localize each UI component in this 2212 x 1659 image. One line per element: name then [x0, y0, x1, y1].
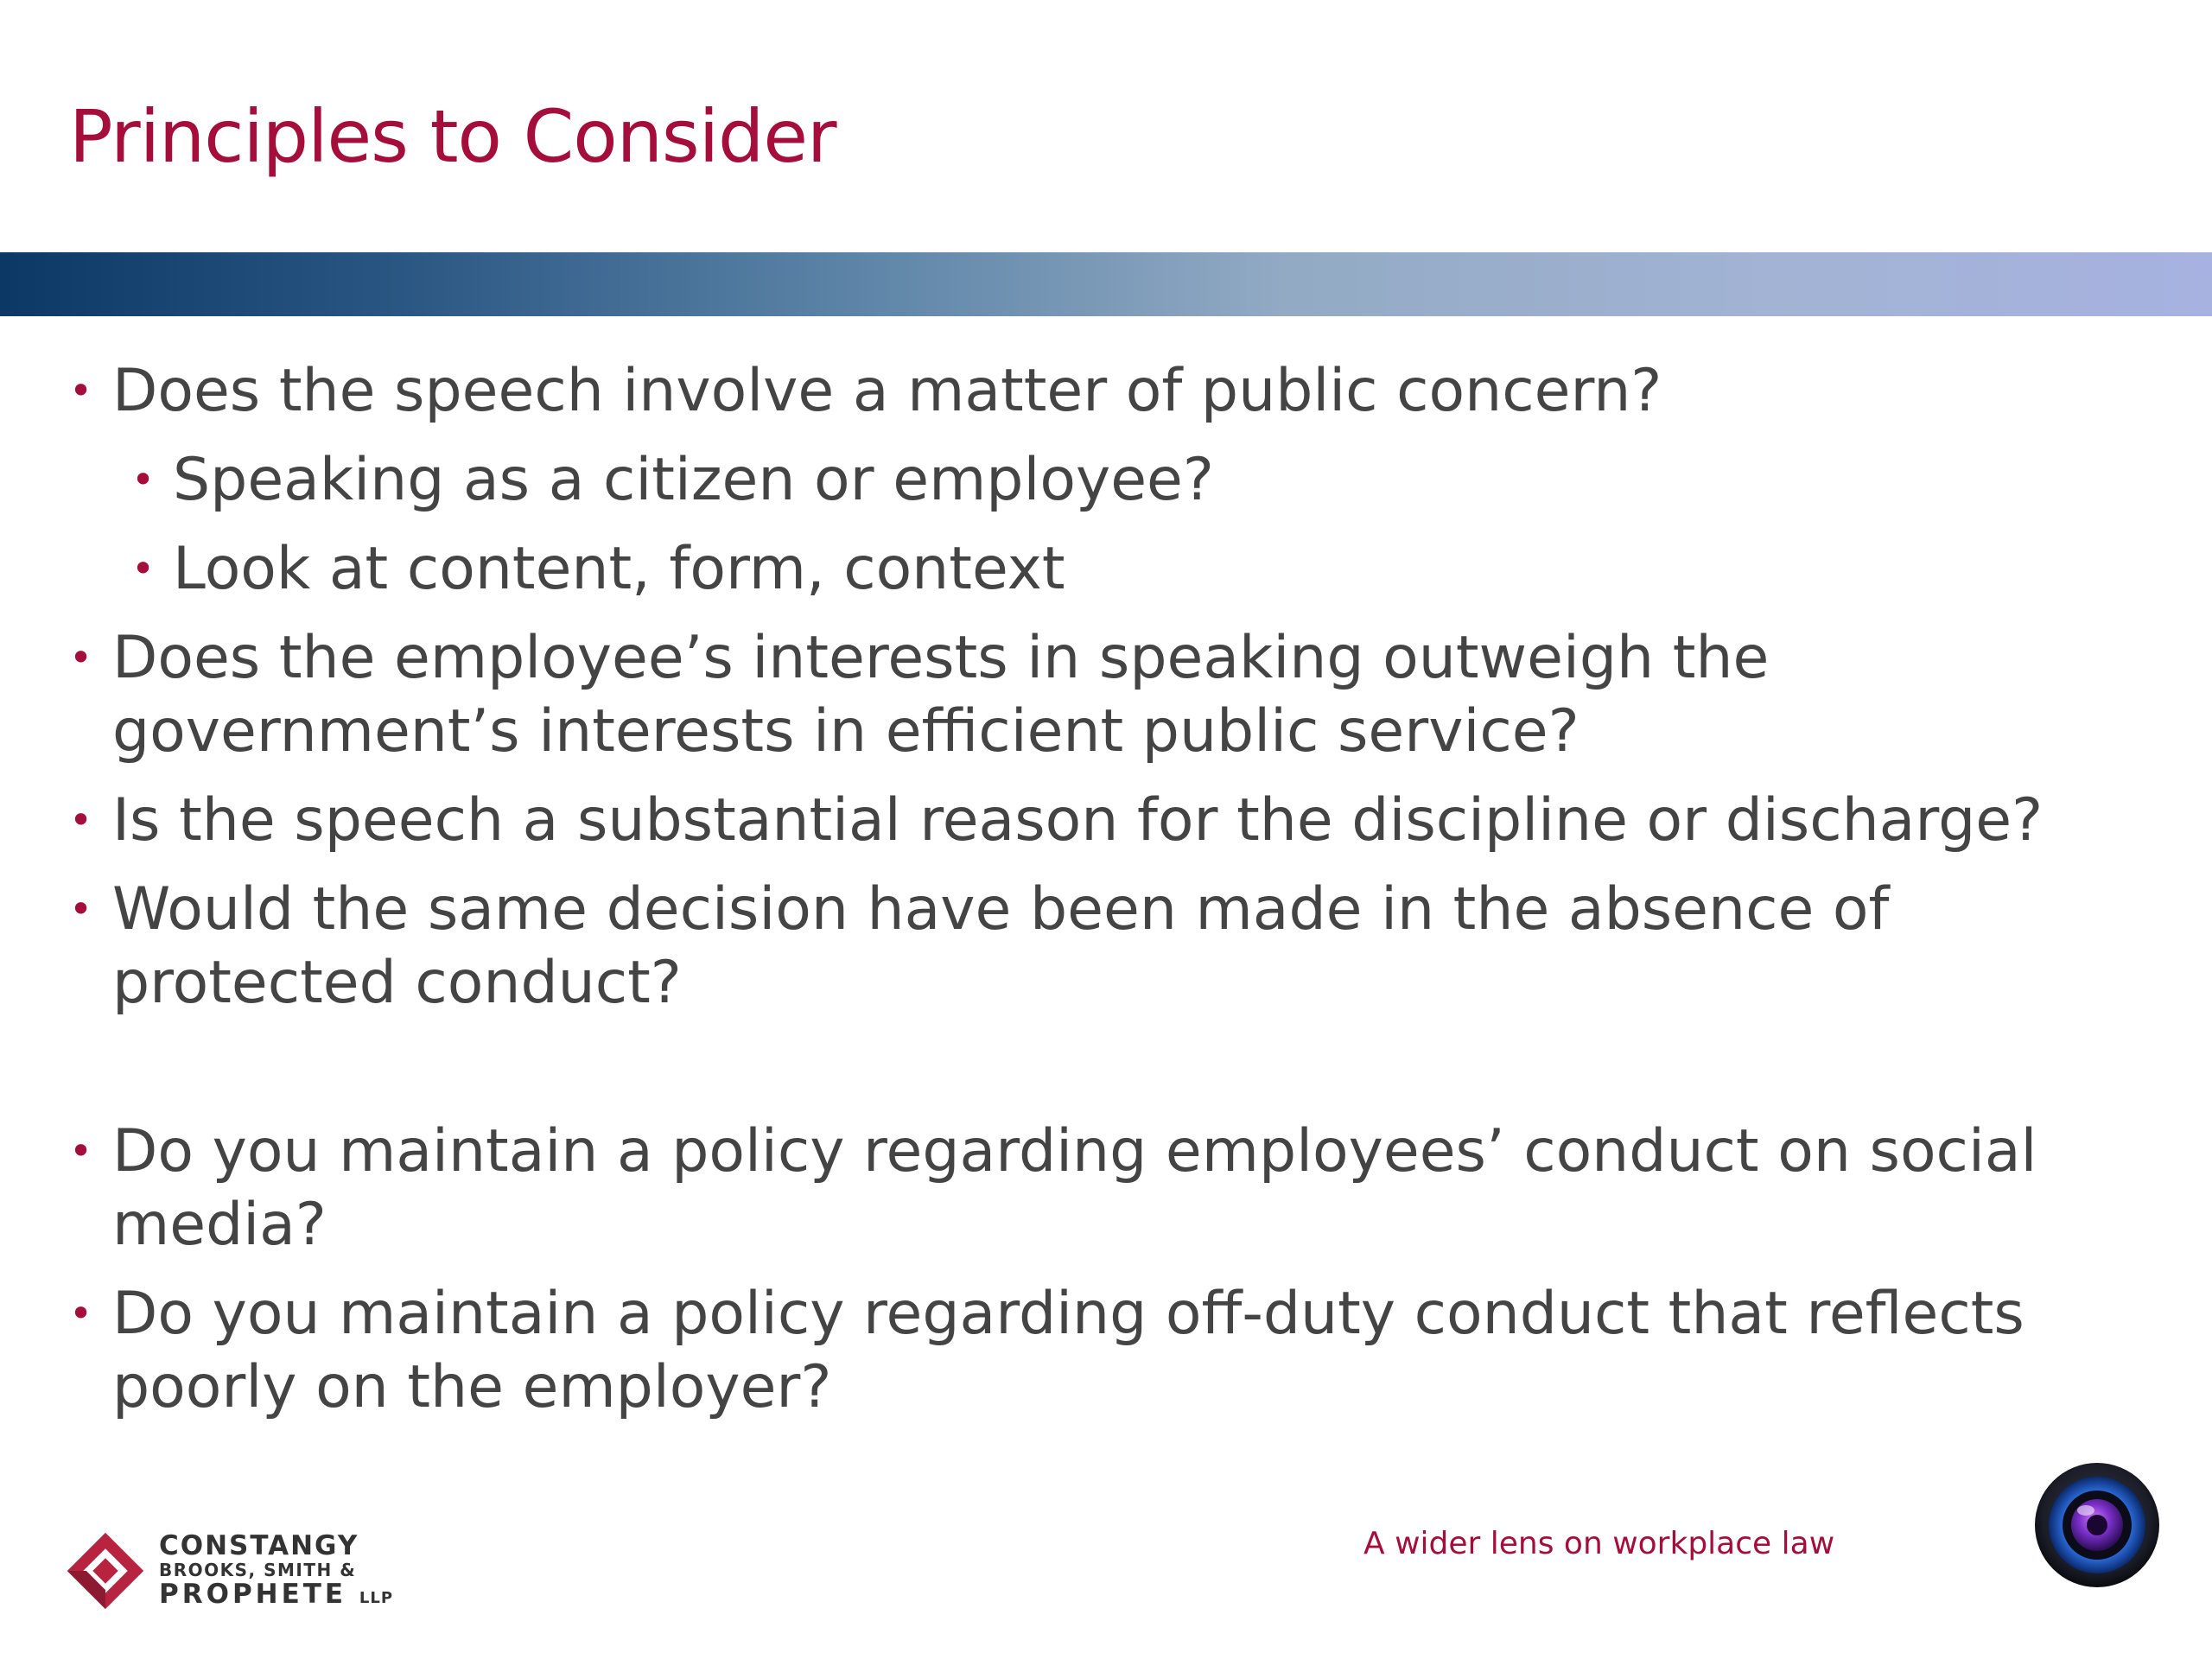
logo-line-2: BROOKS, SMITH &	[159, 1560, 357, 1580]
header-gradient-band	[0, 252, 2212, 316]
bullet-dot: •	[69, 634, 93, 681]
bullet-dot: •	[69, 1290, 93, 1337]
bullet-text: Would the same decision have been made in the absence of protected conduct?	[112, 875, 1890, 1017]
camera-lens-icon	[2032, 1460, 2162, 1590]
bullet-text: Do you maintain a policy regarding employees’ conduct on social media?	[112, 1117, 2037, 1259]
bullet-text: Does the speech involve a matter of public concern?	[112, 357, 1662, 425]
footer-tagline: A wider lens on workplace law	[1363, 1526, 1835, 1561]
bullet-dot: •	[69, 367, 93, 414]
bullet-text: Speaking as a citizen or employee?	[173, 446, 1214, 514]
bullet-text: Does the employee’s interests in speaking outweigh the government’s interests in efficient public service?	[112, 624, 1770, 766]
bullet-dot: •	[69, 886, 93, 932]
bullet-list	[69, 354, 2160, 1440]
bullet-item	[69, 784, 2160, 857]
bullet-item	[69, 354, 2160, 428]
logo-line-3	[159, 1580, 393, 1613]
logo-llp: LLP	[359, 1589, 394, 1607]
logo-line-1: CONSTANGY	[159, 1530, 359, 1561]
bullet-item	[69, 1277, 2160, 1424]
firm-logo-text	[159, 1531, 393, 1613]
logo-line-3-name: PROPHETE	[159, 1579, 347, 1610]
bullet-dot: •	[69, 1128, 93, 1174]
bullet-item	[69, 873, 2160, 1020]
bullet-dot: •	[131, 456, 156, 503]
bullet-dot: •	[131, 545, 156, 592]
firm-logo	[66, 1531, 446, 1611]
bullet-dot: •	[69, 797, 93, 843]
bullet-text: Do you maintain a policy regarding off-duty conduct that reflects poorly on the employer?	[112, 1280, 2024, 1421]
bullet-text: Is the speech a substantial reason for the discipline or discharge?	[112, 786, 2044, 855]
bullet-item	[69, 1115, 2160, 1262]
firm-logo-mark-icon	[66, 1531, 145, 1611]
bullet-item	[69, 621, 2160, 768]
slide-title: Principles to Consider	[69, 94, 836, 179]
bullet-text: Look at content, form, context	[173, 535, 1065, 603]
sub-bullet-item	[69, 443, 2160, 517]
sub-bullet-item	[69, 532, 2160, 606]
